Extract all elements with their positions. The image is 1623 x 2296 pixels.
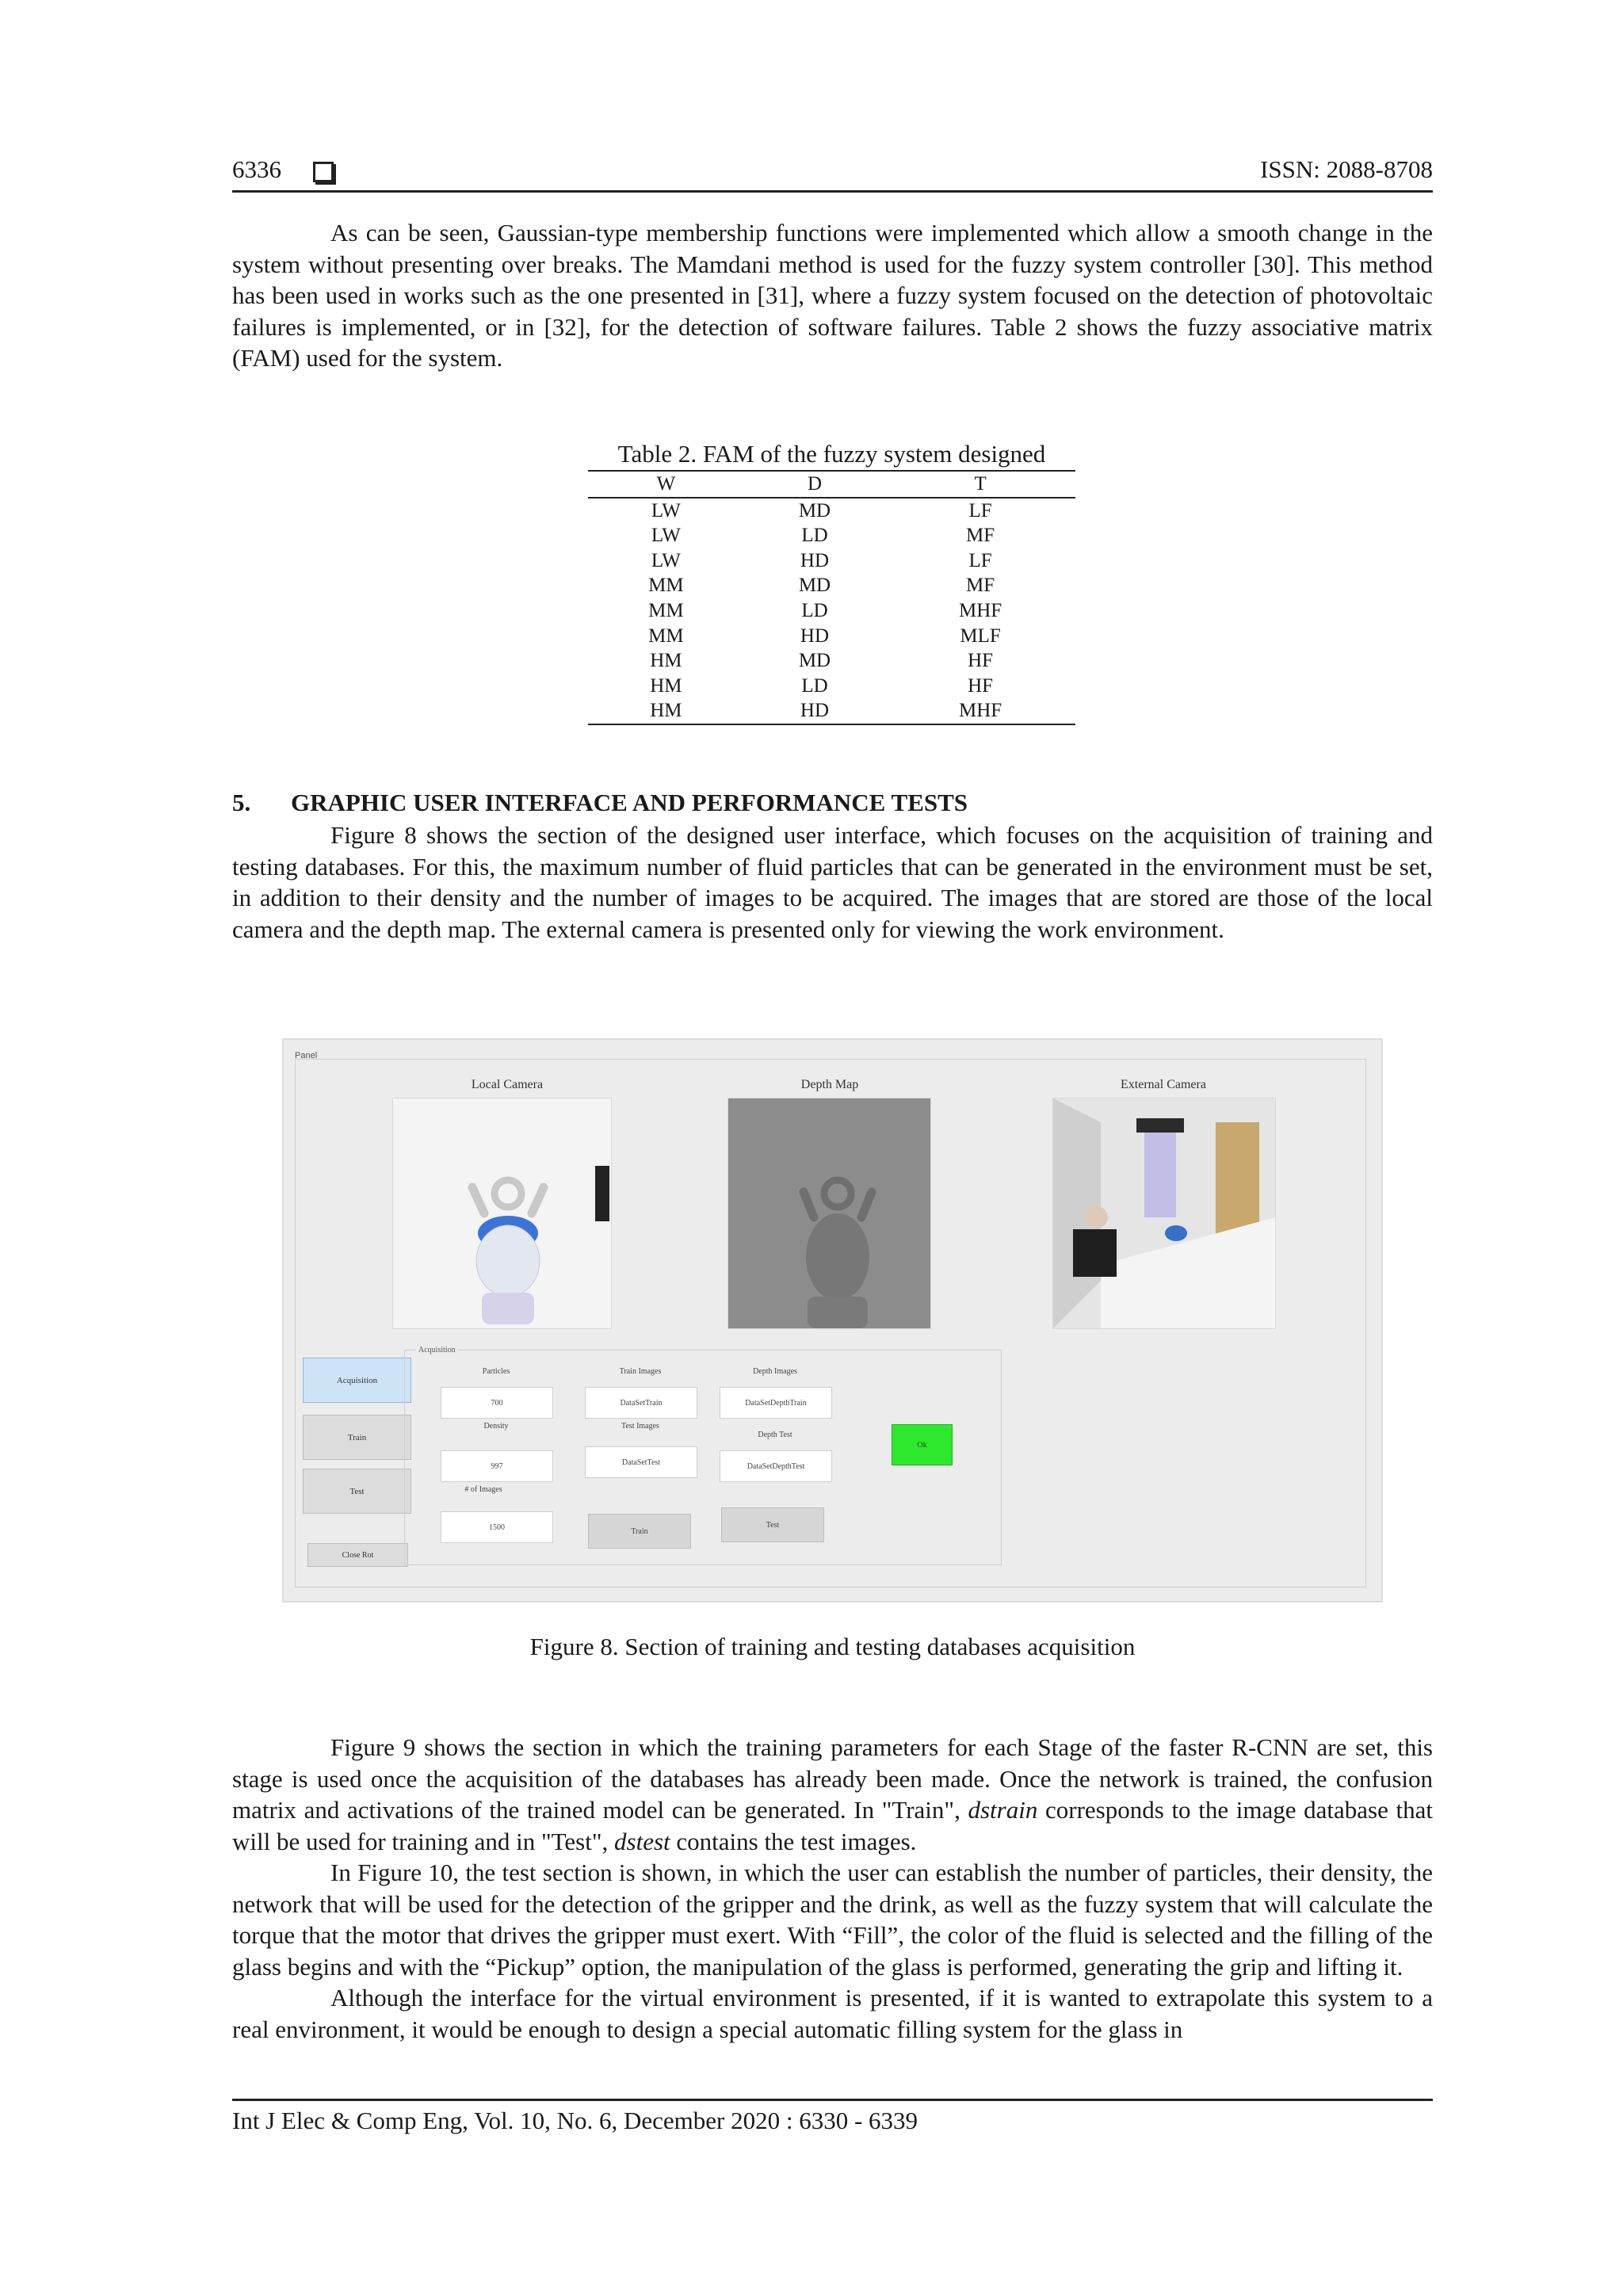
paragraph-text: Figure 8 shows the section of the designed user interface, which focuses on the acquisition of training and testing databases. For this, the maximum number of fluid particles that can be generated in the environment must be set, in addition to their density and the number of images to be acquired. The images that are stored are those of the local camera and the depth map. The external camera is presented only for viewing the work environment.	[232, 821, 1433, 943]
fam-table	[588, 438, 1075, 725]
table-row	[588, 573, 1075, 598]
external-camera-title: External Camera	[1121, 1078, 1206, 1091]
paragraph-figure10: In Figure 10, the test section is shown, in which the user can establish the number of particles, their density, the network that will be used for the detection of the gripper and the drink, as well as the fuzzy system that will calculate the torque that the motor that drives the gripper must exert. With “Fill”, the color of the fluid is selected and the filling of the glass begins and with the “Pickup” option, the manipulation of the glass is performed, generating the grip and lifting it.	[232, 1859, 1433, 1981]
depth-images-input[interactable]: DataSetDepthTrain	[720, 1387, 832, 1419]
table-cell: HF	[968, 674, 994, 697]
depth-map-view	[727, 1098, 931, 1329]
fam-matrix	[588, 470, 1075, 725]
table-cell: MM	[648, 625, 684, 647]
intro-paragraph	[232, 217, 1433, 374]
particles-label: Particles	[482, 1367, 510, 1376]
table-cell: MF	[966, 525, 995, 547]
table-cell: LF	[968, 499, 992, 521]
footer-citation: Int J Elec & Comp Eng, Vol. 10, No. 6, December 2020 : 6330 - 6339	[232, 2107, 918, 2134]
train-images-label: Train Images	[619, 1367, 662, 1376]
table-cell: HD	[800, 625, 830, 647]
acquisition-panel-label: Acquisition	[416, 1346, 458, 1354]
table-header: W	[588, 471, 744, 498]
train-tab-button[interactable]: Train	[303, 1415, 411, 1460]
table-cell: HF	[968, 650, 994, 672]
table-row	[588, 648, 1075, 674]
paragraph-text: As can be seen, Gaussian-type membership functions were implemented which allow a smooth change in the system without presenting over breaks. The Mamdani method is used for the fuzzy system controller [30]. This method has been used in works such as the one presented in [31], where a fuzzy system focused on the detection of photovoltaic failures is implemented, or in [32], for the detection of software failures. Table 2 shows the fuzzy associative matrix (FAM) used for the system.	[232, 219, 1433, 372]
table-cell: LD	[801, 599, 828, 621]
train-images-input[interactable]: DataSetTrain	[585, 1387, 697, 1419]
paragraph-text: Figure 9 shows the section in which the training parameters for each Stage of the faster R-CNN are set, this stage is used once the acquisition of the databases has already been made. Once the network is trained, the confusion matrix and activations of the trained model can be generated. In "Train",	[232, 1733, 1433, 1824]
close-button[interactable]: Close Rot	[307, 1543, 408, 1567]
train-button[interactable]: Train	[588, 1514, 691, 1549]
table-cell: HM	[650, 674, 682, 697]
table-cell: MLF	[960, 625, 1001, 647]
table-caption: Table 2. FAM of the fuzzy system designed	[617, 440, 1046, 468]
table-cell: HM	[650, 650, 682, 672]
test-images-input[interactable]: DataSetTest	[585, 1446, 697, 1478]
paragraph-real-environment: Although the interface for the virtual environment is presented, if it is wanted to extrapolate this system to a real environment, it would be enough to design a special automatic filling system for the glass in	[232, 1984, 1433, 2043]
test-button[interactable]: Test	[721, 1507, 824, 1542]
table-cell: LF	[968, 549, 992, 571]
test-tab-button[interactable]: Test	[303, 1469, 411, 1514]
environment-scene-icon	[1053, 1098, 1275, 1328]
section-number: 5.	[232, 789, 251, 816]
ok-button[interactable]: Ok	[892, 1424, 953, 1465]
paragraph-figure9	[232, 1732, 1433, 1857]
acquisition-tab-button[interactable]: Acquisition	[303, 1358, 411, 1403]
table-cell: MD	[798, 499, 831, 521]
table-row	[588, 548, 1075, 574]
local-camera-view	[392, 1098, 612, 1329]
table-cell: MHF	[885, 698, 1075, 724]
depth-map-title: Depth Map	[800, 1078, 859, 1091]
figure-caption: Figure 8. Section of training and testing databases acquisition	[529, 1633, 1136, 1660]
table-header: D	[744, 471, 885, 498]
table-cell: MM	[648, 599, 684, 621]
particles-input[interactable]: 700	[441, 1387, 553, 1419]
density-input[interactable]: 997	[441, 1450, 553, 1482]
table-cell: HM	[588, 698, 744, 724]
footer-rule	[232, 2099, 1433, 2101]
table-row	[588, 598, 1075, 624]
table-cell: MF	[966, 575, 995, 597]
table-cell: LW	[651, 525, 681, 547]
table-cell: MHF	[958, 599, 1002, 621]
robot-gripper-icon	[393, 1098, 611, 1328]
table-row	[588, 674, 1075, 699]
closing-paragraphs	[232, 1732, 1433, 2045]
table-cell: MM	[648, 575, 684, 597]
panel-label: Panel	[295, 1051, 318, 1060]
checkbox-square-icon	[313, 162, 334, 182]
table-row	[588, 498, 1075, 524]
depth-images-label: Depth Images	[753, 1367, 797, 1376]
table-row	[588, 523, 1075, 548]
section-paragraph	[232, 819, 1433, 945]
section-heading	[232, 789, 968, 817]
table-cell: LW	[651, 499, 681, 521]
paragraph-text: contains the test images.	[670, 1827, 917, 1855]
depth-test-input[interactable]: DataSetDepthTest	[720, 1450, 832, 1482]
page-number	[232, 155, 334, 184]
dstest-term: dstest	[614, 1827, 670, 1855]
num-images-label: # of Images	[464, 1485, 502, 1494]
local-camera-title: Local Camera	[471, 1078, 544, 1091]
table-cell: MD	[798, 650, 831, 672]
external-camera-view	[1052, 1098, 1276, 1329]
section-title: GRAPHIC USER INTERFACE AND PERFORMANCE TESTS	[291, 789, 968, 816]
table-cell: MD	[798, 575, 831, 597]
paragraph-text: corresponds to the image database that will be used for training and in "Test",	[232, 1796, 1433, 1855]
density-label: Density	[483, 1422, 509, 1431]
test-images-label: Test Images	[621, 1422, 659, 1431]
page-number-text: 6336	[232, 155, 281, 183]
table-cell: HD	[744, 698, 885, 724]
header-rule	[232, 190, 1433, 193]
table-cell: LW	[651, 549, 681, 571]
dstrain-term: dstrain	[968, 1796, 1038, 1824]
issn: ISSN: 2088-8708	[1260, 155, 1433, 183]
depth-gripper-icon	[728, 1098, 930, 1328]
table-cell: LD	[801, 674, 828, 697]
depth-test-label: Depth Test	[758, 1431, 792, 1439]
table-cell: LD	[801, 525, 828, 547]
table-row	[588, 698, 1075, 724]
num-images-input[interactable]: 1500	[441, 1511, 553, 1543]
table-cell: HD	[800, 549, 830, 571]
table-header: T	[885, 471, 1075, 498]
table-row	[588, 624, 1075, 649]
